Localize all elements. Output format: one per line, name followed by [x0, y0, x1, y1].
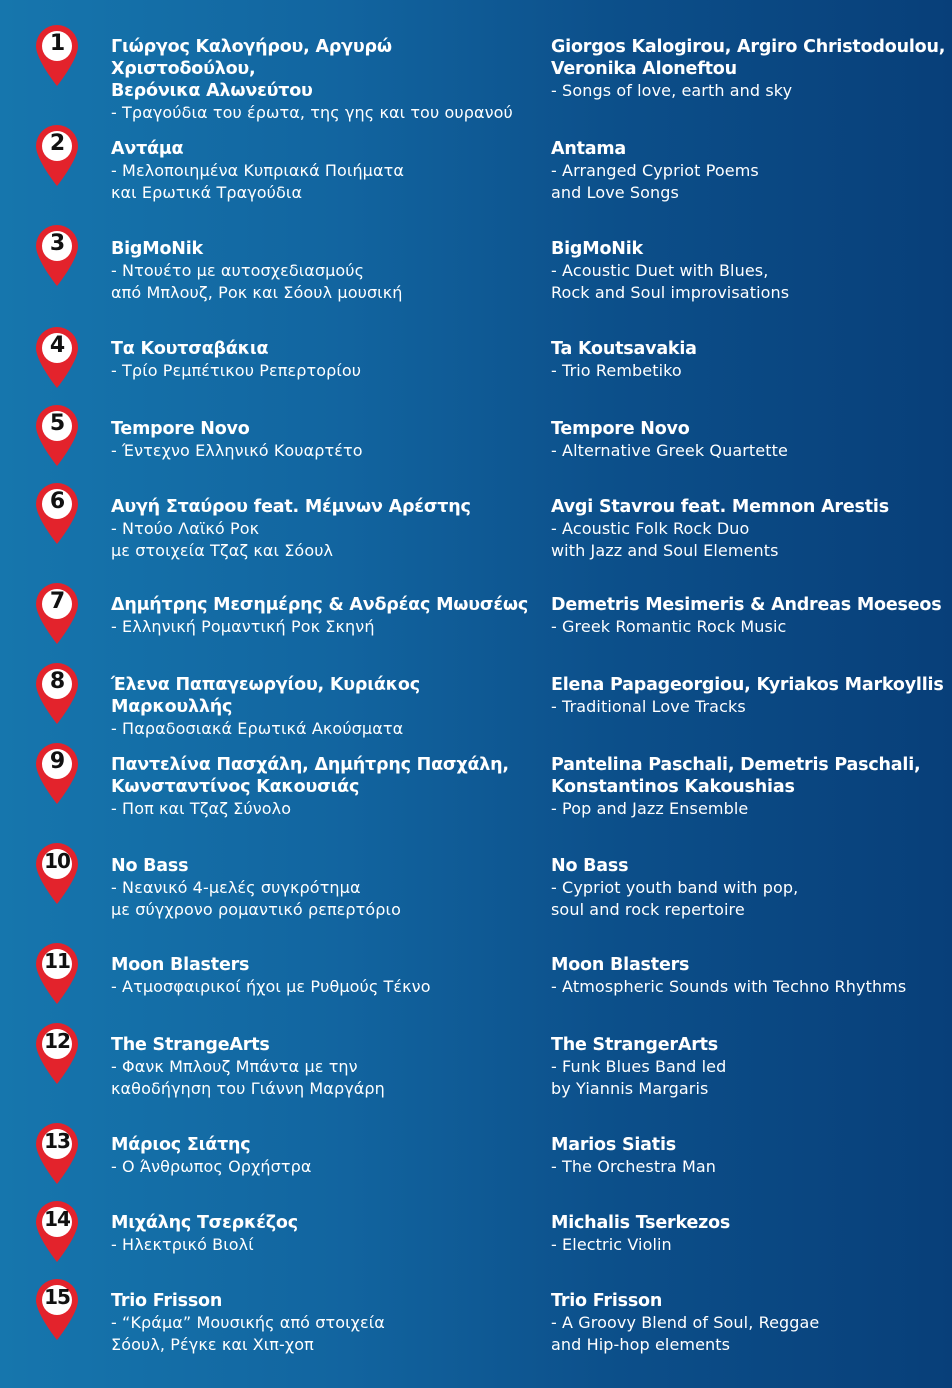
artist-title-english: Pantelina Paschali, Demetris Paschali, Konstantinos Kakoushias	[551, 755, 921, 797]
artist-description-english: - The Orchestra Man	[551, 1157, 717, 1176]
greek-column	[111, 1034, 541, 1100]
greek-column	[111, 1134, 541, 1178]
artist-description-english: - Electric Violin	[551, 1235, 672, 1254]
greek-column	[111, 1290, 541, 1356]
greek-column	[111, 674, 541, 740]
artist-title-greek: Γιώργος Καλογήρου, Αργυρώ Χριστοδούλου, Βερόνικα Αλωνεύτου	[111, 37, 392, 101]
artist-title-english: Ta Koutsavakia	[551, 339, 697, 359]
greek-column	[111, 418, 541, 462]
artist-title-english: Demetris Mesimeris & Andreas Moeseos	[551, 595, 942, 615]
artist-title-greek: Moon Blasters	[111, 955, 250, 975]
map-pin-icon	[34, 1022, 80, 1086]
greek-column	[111, 138, 541, 204]
english-column	[551, 1034, 946, 1100]
english-column	[551, 855, 946, 921]
map-pin-icon	[34, 582, 80, 646]
english-column	[551, 418, 946, 462]
artist-description-english: - Pop and Jazz Ensemble	[551, 799, 749, 818]
english-column	[551, 1134, 946, 1178]
artist-title-greek: Μάριος Σιάτης	[111, 1135, 251, 1155]
english-column	[551, 594, 946, 638]
artist-description-greek: - Μελοποιημένα Κυπριακά Ποιήματα και Ερωτικά Τραγούδια	[111, 161, 404, 202]
pin-number: 14	[44, 1207, 70, 1231]
artist-description-english: - A Groovy Blend of Soul, Reggae and Hip-hop elements	[551, 1313, 820, 1354]
map-pin-icon	[34, 326, 80, 390]
artist-title-greek: Trio Frisson	[111, 1291, 223, 1311]
pin-number: 9	[49, 749, 65, 774]
artist-description-greek: - Φανκ Μπλουζ Μπάντα με την καθοδήγηση του Γιάννη Μαργάρη	[111, 1057, 385, 1098]
artist-title-english: Michalis Tserkezos	[551, 1213, 731, 1233]
artist-description-greek: - Τρίο Ρεμπέτικου Ρεπερτορίου	[111, 361, 362, 380]
english-column	[551, 1212, 946, 1256]
pin-number: 1	[49, 31, 65, 56]
map-pin-icon	[34, 1122, 80, 1186]
pin-number: 11	[44, 949, 70, 973]
artist-description-greek: - Ατμοσφαιρικοί ήχοι με Ρυθμούς Τέκνο	[111, 977, 431, 996]
artist-description-greek: - Νεανικό 4-μελές συγκρότημα με σύγχρονο ρομαντικό ρεπερτόριο	[111, 878, 401, 919]
map-pin-icon	[34, 742, 80, 806]
greek-column	[111, 855, 541, 921]
artist-description-english: - Cypriot youth band with pop, soul and rock repertoire	[551, 878, 799, 919]
artist-title-greek: No Bass	[111, 856, 189, 876]
english-column	[551, 754, 946, 820]
artist-title-english: Elena Papageorgiou, Kyriakos Markoyllis	[551, 675, 944, 695]
pin-number: 4	[49, 333, 65, 358]
artist-title-english: Tempore Novo	[551, 419, 690, 439]
artist-title-english: Marios Siatis	[551, 1135, 676, 1155]
artist-title-english: Giorgos Kalogirou, Argiro Christodoulou, Veronika Aloneftou	[551, 37, 946, 79]
artist-title-english: Moon Blasters	[551, 955, 690, 975]
artist-description-english: - Funk Blues Band led by Yiannis Margaris	[551, 1057, 727, 1098]
greek-column	[111, 496, 541, 562]
artist-description-english: - Alternative Greek Quartette	[551, 441, 788, 460]
artist-title-greek: Έλενα Παπαγεωργίου, Κυριάκος Μαρκουλλής	[111, 675, 420, 717]
artist-description-greek: - Ντούο Λαϊκό Ροκ με στοιχεία Τζαζ και Σόουλ	[111, 519, 334, 560]
artist-description-greek: - Ποπ και Τζαζ Σύνολο	[111, 799, 292, 818]
greek-column	[111, 36, 541, 124]
artist-description-greek: - Ο Άνθρωπος Ορχήστρα	[111, 1157, 312, 1176]
artist-description-english: - Greek Romantic Rock Music	[551, 617, 787, 636]
greek-column	[111, 954, 541, 998]
artist-title-greek: Δημήτρης Μεσημέρης & Ανδρέας Μωυσέως	[111, 595, 529, 615]
artist-description-greek: - Ντουέτο με αυτοσχεδιασμούς από Μπλουζ, Ροκ και Σόουλ μουσική	[111, 261, 403, 302]
artist-description-english: - Arranged Cypriot Poems and Love Songs	[551, 161, 759, 202]
artist-title-greek: Παντελίνα Πασχάλη, Δημήτρης Πασχάλη, Κωνσταντίνος Κακουσιάς	[111, 755, 509, 797]
artist-title-english: BigMoNik	[551, 239, 643, 259]
english-column	[551, 674, 946, 718]
artist-description-english: - Trio Rembetiko	[551, 361, 682, 380]
map-pin-icon	[34, 482, 80, 546]
map-pin-icon	[34, 1278, 80, 1342]
artist-title-greek: Τα Κουτσαβάκια	[111, 339, 269, 359]
english-column	[551, 338, 946, 382]
artist-title-greek: Αντάμα	[111, 139, 184, 159]
english-column	[551, 36, 946, 102]
english-column	[551, 138, 946, 204]
greek-column	[111, 594, 541, 638]
english-column	[551, 1290, 946, 1356]
artist-title-english: The StrangerArts	[551, 1035, 719, 1055]
artist-description-greek: - Ελληνική Ρομαντική Ροκ Σκηνή	[111, 617, 375, 636]
map-pin-icon	[34, 224, 80, 288]
map-pin-icon	[34, 1200, 80, 1264]
artist-title-english: Trio Frisson	[551, 1291, 663, 1311]
greek-column	[111, 754, 541, 820]
greek-column	[111, 338, 541, 382]
pin-number: 5	[49, 411, 65, 436]
artist-description-english: - Songs of love, earth and sky	[551, 81, 793, 100]
artist-title-greek: Μιχάλης Τσερκέζος	[111, 1213, 298, 1233]
english-column	[551, 954, 946, 998]
artist-description-english: - Traditional Love Tracks	[551, 697, 746, 716]
greek-column	[111, 1212, 541, 1256]
map-pin-icon	[34, 24, 80, 88]
artist-description-greek: - Ηλεκτρικό Βιολί	[111, 1235, 254, 1254]
artist-title-greek: Tempore Novo	[111, 419, 250, 439]
artist-title-greek: Αυγή Σταύρου feat. Μέμνων Αρέστης	[111, 497, 471, 517]
english-column	[551, 496, 946, 562]
artist-description-greek: - Έντεχνο Ελληνικό Κουαρτέτο	[111, 441, 363, 460]
artist-title-english: Antama	[551, 139, 627, 159]
pin-number: 3	[49, 231, 65, 256]
artist-description-greek: - Παραδοσιακά Ερωτικά Ακούσματα	[111, 719, 404, 738]
map-pin-icon	[34, 124, 80, 188]
map-pin-icon	[34, 842, 80, 906]
artist-description-greek: - Τραγούδια του έρωτα, της γης και του ουρανού	[111, 103, 513, 122]
pin-number: 7	[49, 589, 65, 614]
pin-number: 6	[49, 489, 65, 514]
artist-title-english: No Bass	[551, 856, 629, 876]
map-pin-icon	[34, 404, 80, 468]
pin-number: 15	[44, 1285, 70, 1309]
artist-description-greek: - “Κράμα” Μουσικής από στοιχεία Σόουλ, Ρέγκε και Χιπ-χοπ	[111, 1313, 385, 1354]
map-pin-icon	[34, 942, 80, 1006]
artist-title-greek: BigMoNik	[111, 239, 203, 259]
pin-number: 8	[49, 669, 65, 694]
map-pin-icon	[34, 662, 80, 726]
english-column	[551, 238, 946, 304]
pin-number: 13	[44, 1129, 70, 1153]
artist-title-greek: The StrangeArts	[111, 1035, 270, 1055]
artist-description-english: - Acoustic Duet with Blues, Rock and Soul improvisations	[551, 261, 790, 302]
greek-column	[111, 238, 541, 304]
pin-number: 10	[44, 849, 70, 873]
artist-description-english: - Acoustic Folk Rock Duo with Jazz and Soul Elements	[551, 519, 779, 560]
artist-title-english: Avgi Stavrou feat. Memnon Arestis	[551, 497, 889, 517]
pin-number: 12	[44, 1029, 70, 1053]
pin-number: 2	[49, 131, 65, 156]
artist-description-english: - Atmospheric Sounds with Techno Rhythms	[551, 977, 907, 996]
